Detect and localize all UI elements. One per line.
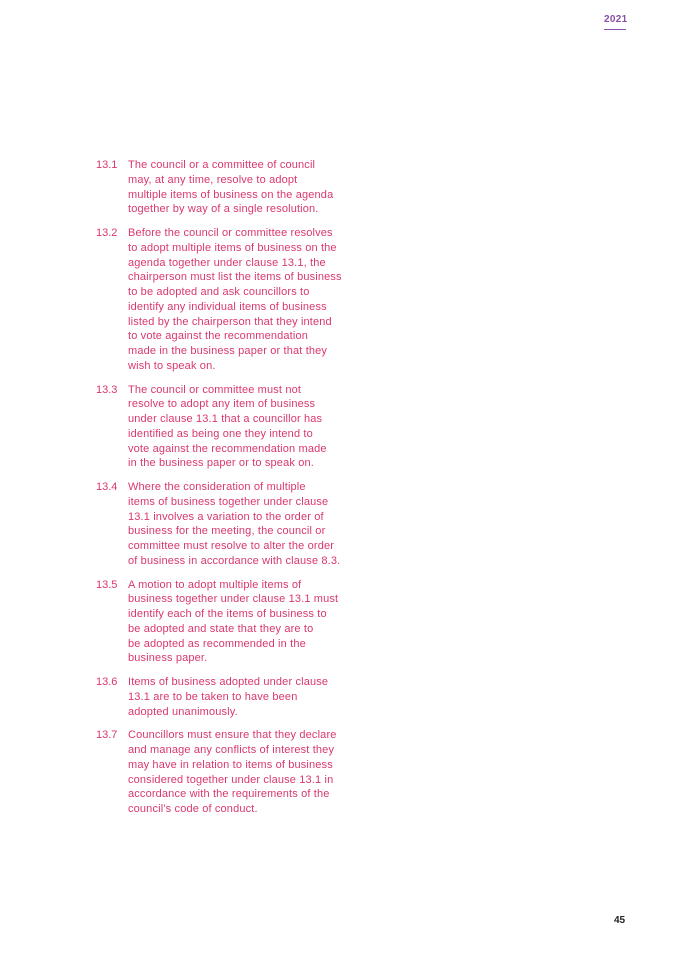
clause-number: 13.1: [96, 159, 118, 171]
clause-text-line: to adopt multiple items of business on the: [128, 241, 337, 254]
header-year-underline: [604, 29, 626, 30]
clause-text: [128, 480, 358, 569]
clause-text-line: vote against the recommendation made: [128, 442, 327, 455]
clause-text-line: to be adopted and ask councillors to: [128, 286, 310, 298]
clause-text: [128, 158, 358, 217]
clause-text-line: under clause 13.1 that a councillor has: [128, 413, 323, 425]
clause-text-line: wish to speak on.: [128, 359, 216, 372]
clause-text-line: chairperson must list the items of business: [128, 271, 342, 284]
clause-text-line: be adopted and state that they are to: [128, 622, 314, 635]
clause-text-line: to vote against the recommendation: [128, 330, 308, 343]
clause-item: [96, 158, 358, 217]
clause-text: [128, 675, 358, 719]
clause-item: [96, 480, 358, 569]
clause-number: 13.2: [96, 227, 118, 239]
clause-text-line: identify each of the items of business to: [128, 608, 327, 620]
clause-text-line: Before the council or committee resolves: [128, 227, 333, 239]
clause-text-line: business paper.: [128, 652, 208, 665]
clause-text-line: business for the meeting, the council or: [128, 525, 326, 538]
clause-text: [128, 578, 358, 667]
clause-text-line: Items of business adopted under clause: [128, 676, 329, 688]
clause-number: 13.4: [96, 481, 118, 493]
clause-text-line: council’s code of conduct.: [128, 803, 258, 815]
clause-text-line: 13.1 involves a variation to the order of: [128, 510, 324, 523]
clause-number: 13.5: [96, 578, 118, 591]
clause-number: 13.7: [96, 729, 118, 742]
clause-text-line: may have in relation to items of business: [128, 758, 333, 771]
clause-number: 13.6: [96, 676, 118, 688]
clause-text-line: together by way of a single resolution.: [128, 203, 319, 216]
clause-text-line: considered together under clause 13.1 in: [128, 773, 334, 786]
clause-text-line: adopted unanimously.: [128, 705, 238, 718]
clause-list: [96, 158, 358, 826]
clause-item: [96, 728, 358, 817]
clause-text-line: The council or a committee of council: [128, 159, 316, 171]
clause-text-line: identify any individual items of business: [128, 300, 327, 313]
clause-text-line: agenda together under clause 13.1, the: [128, 256, 326, 269]
clause-text: [128, 728, 358, 817]
page-number: 45: [614, 915, 626, 926]
clause-text-line: may, at any time, resolve to adopt: [128, 173, 298, 186]
clause-text-line: items of business together under clause: [128, 495, 329, 508]
clause-text-line: and manage any conflicts of interest they: [128, 744, 335, 756]
clause-text-line: resolve to adopt any item of business: [128, 398, 316, 411]
clause-text-line: be adopted as recommended in the: [128, 637, 306, 650]
clause-text-line: multiple items of business on the agenda: [128, 188, 334, 201]
clause-text-line: 13.1 are to be taken to have been: [128, 690, 298, 703]
clause-text: [128, 226, 358, 374]
header-year: 2021: [604, 14, 628, 25]
clause-text-line: committee must resolve to alter the order: [128, 540, 335, 552]
clause-text-line: The council or committee must not: [128, 383, 302, 396]
clause-text-line: of business in accordance with clause 8.3.: [128, 554, 341, 567]
clause-text-line: Where the consideration of multiple: [128, 481, 306, 493]
clause-number: 13.3: [96, 383, 118, 396]
clause-item: [96, 383, 358, 472]
clause-item: [96, 578, 358, 667]
clause-text-line: A motion to adopt multiple items of: [128, 578, 302, 591]
clause-text-line: listed by the chairperson that they intend: [128, 315, 332, 328]
clause-text-line: identified as being one they intend to: [128, 427, 313, 440]
clause-text: [128, 383, 358, 472]
clause-item: [96, 675, 358, 719]
clause-text-line: in the business paper or to speak on.: [128, 457, 314, 470]
clause-item: [96, 226, 358, 374]
clause-text-line: business together under clause 13.1 must: [128, 593, 339, 606]
clause-text-line: accordance with the requirements of the: [128, 788, 330, 801]
clause-text-line: made in the business paper or that they: [128, 345, 328, 357]
clause-text-line: Councillors must ensure that they declare: [128, 729, 337, 742]
